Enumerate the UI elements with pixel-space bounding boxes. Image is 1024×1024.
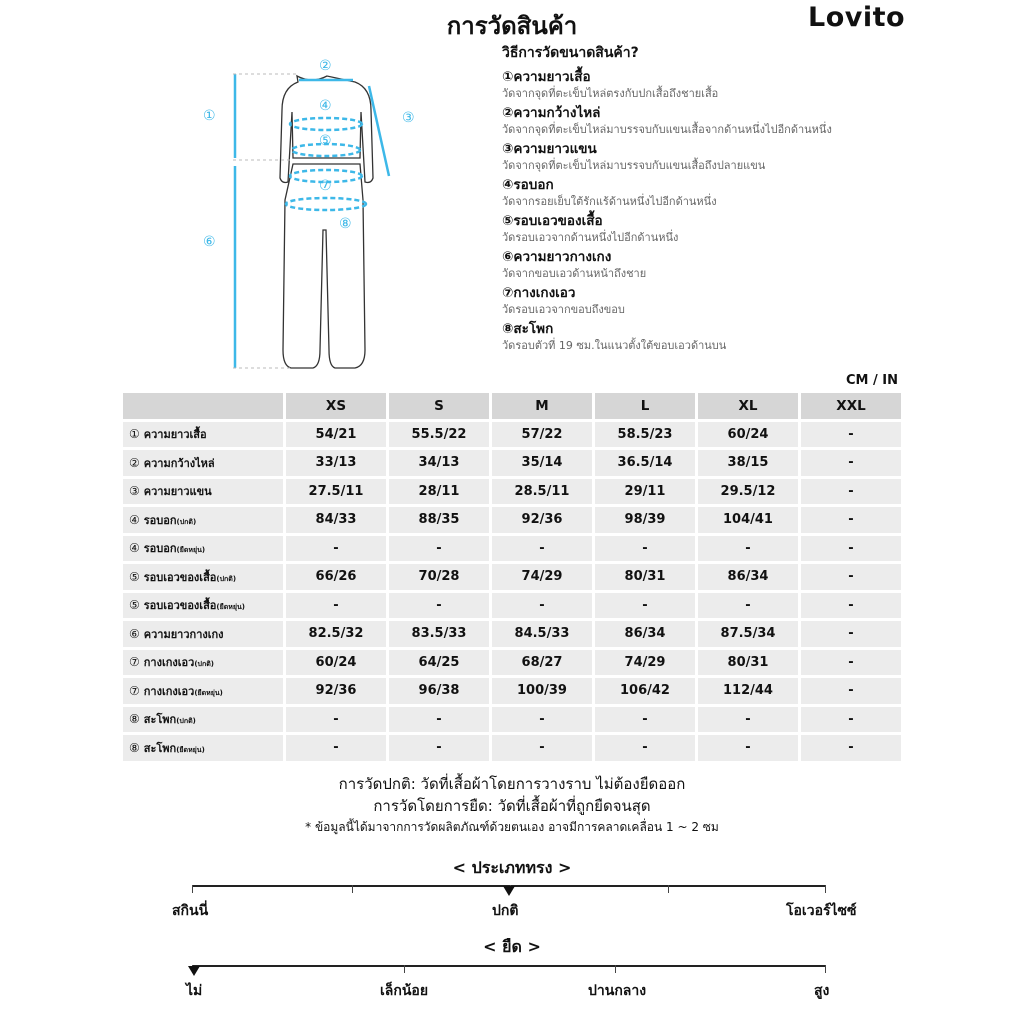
marker-1: ①: [203, 108, 216, 124]
table-cell: 86/34: [698, 564, 798, 590]
fit-label-oversize: โอเวอร์ไซซ์: [786, 903, 857, 919]
table-cell: 29/11: [595, 479, 695, 505]
table-cell: 82.5/32: [286, 621, 386, 647]
row-label-text: ความยาวกางเกง: [143, 627, 224, 641]
row-number: ⑥: [129, 626, 140, 641]
fit-selected-marker: [503, 886, 515, 896]
table-row: [123, 450, 901, 476]
row-number: ⑤: [129, 598, 140, 613]
row-label: [123, 678, 283, 704]
row-number: ③: [129, 484, 140, 499]
fit-label-skinny: สกินนี่: [172, 903, 209, 919]
marker-7: ⑦: [319, 178, 332, 194]
pants-outline: [283, 164, 365, 368]
table-cell: -: [801, 422, 901, 448]
note-disclaimer: * ข้อมูลนี้ได้มาจากการวัดผลิตภัณฑ์ด้วยตนเอง อาจมีการคลาดเคลื่อน 1 ~ 2 ซม: [305, 820, 719, 834]
howto-item-desc: วัดจากรอยเย็บใต้รักแร้ด้านหนึ่งไปอีกด้านหนึ่ง: [502, 195, 717, 208]
table-cell: -: [492, 707, 592, 733]
table-cell: 66/26: [286, 564, 386, 590]
howto-item-desc: วัดรอบตัวที่ 19 ซม.ในแนวตั้งใต้ขอบเอวด้านบน: [502, 339, 727, 352]
table-cell: 92/36: [492, 507, 592, 533]
table-cell: 87.5/34: [698, 621, 798, 647]
stretch-scale-title: < ยืด >: [483, 937, 541, 956]
row-label-text: รอบอก: [143, 513, 177, 527]
howto-item-desc: วัดจากจุดที่ตะเข็บไหล่มาบรรจบกับแขนเสื้อถึงปลายแขน: [502, 159, 766, 172]
table-cell: 28/11: [389, 479, 489, 505]
row-label-sub: (ปกติ): [216, 574, 237, 583]
table-cell: 106/42: [595, 678, 695, 704]
size-header: M: [492, 393, 592, 419]
marker-4: ④: [319, 98, 332, 114]
row-label: [123, 450, 283, 476]
howto-item-title: ②ความกว้างไหล่: [502, 105, 601, 121]
howto-item-title: ⑥ความยาวกางเกง: [502, 249, 612, 265]
table-cell: -: [595, 593, 695, 619]
page-title: การวัดสินค้า: [446, 12, 578, 40]
table-cell: 33/13: [286, 450, 386, 476]
howto-item: [502, 212, 922, 245]
howto-item: [502, 140, 922, 173]
table-cell: 84.5/33: [492, 621, 592, 647]
size-header: XS: [286, 393, 386, 419]
table-cell: 60/24: [698, 422, 798, 448]
row-label: [123, 593, 283, 619]
table-cell: -: [492, 593, 592, 619]
table-cell: -: [595, 735, 695, 761]
table-row: [123, 707, 901, 733]
table-cell: 55.5/22: [389, 422, 489, 448]
table-cell: 70/28: [389, 564, 489, 590]
stretch-label-medium: ปานกลาง: [588, 983, 647, 999]
marker-3: ③: [402, 110, 415, 126]
table-cell: 80/31: [595, 564, 695, 590]
row-label-sub: (ยืดหยุ่น): [216, 603, 245, 612]
howto-item-title: ①ความยาวเสื้อ: [502, 69, 591, 85]
table-cell: -: [801, 536, 901, 562]
row-number: ④: [129, 541, 140, 556]
table-row: [123, 650, 901, 676]
table-cell: 104/41: [698, 507, 798, 533]
table-cell: 68/27: [492, 650, 592, 676]
table-cell: -: [801, 650, 901, 676]
table-cell: 38/15: [698, 450, 798, 476]
row-label: [123, 621, 283, 647]
howto-item-desc: วัดรอบเอวจากขอบถึงขอบ: [502, 303, 625, 316]
table-row: [123, 479, 901, 505]
size-table: [120, 390, 904, 764]
table-cell: -: [389, 735, 489, 761]
row-number: ⑦: [129, 655, 140, 670]
row-label-text: ความยาวเสื้อ: [143, 428, 207, 442]
row-label-text: ความยาวแขน: [143, 485, 212, 499]
table-cell: -: [698, 536, 798, 562]
row-label: [123, 479, 283, 505]
howto-item-desc: วัดจากจุดที่ตะเข็บไหล่มาบรรจบกับแขนเสื้อจากด้านหนึ่งไปอีกด้านหนึ่ง: [502, 123, 832, 136]
row-number: ④: [129, 512, 140, 527]
row-label-text: ความกว้างไหล่: [143, 456, 215, 470]
table-row: [123, 536, 901, 562]
row-number: ⑧: [129, 712, 140, 727]
table-cell: 96/38: [389, 678, 489, 704]
table-cell: -: [801, 678, 901, 704]
table-cell: -: [286, 707, 386, 733]
howto-item: [502, 68, 922, 101]
note-normal: การวัดปกติ: วัดที่เสื้อผ้าโดยการวางราบ ไม่ต้องยืดออก: [338, 775, 686, 793]
how-to-question: วิธีการวัดขนาดสินค้า?: [502, 45, 639, 61]
table-row: [123, 507, 901, 533]
row-label-sub: (ปกติ): [176, 717, 196, 726]
row-label-text: กางเกงเอว: [143, 684, 195, 698]
unit-label: CM / IN: [846, 373, 898, 388]
marker-5: ⑤: [319, 133, 332, 149]
table-cell: -: [389, 536, 489, 562]
table-cell: -: [801, 735, 901, 761]
bust-ellipse: [290, 118, 362, 130]
row-label-sub: (ปกติ): [176, 517, 197, 526]
table-cell: -: [389, 707, 489, 733]
garment-figure: [195, 50, 430, 380]
row-number: ⑤: [129, 569, 140, 584]
note-stretch: การวัดโดยการยืด: วัดที่เสื้อผ้าที่ถูกยืดจนสุด: [373, 797, 651, 815]
table-cell: -: [286, 735, 386, 761]
how-to-measure: [502, 42, 922, 356]
table-cell: -: [492, 735, 592, 761]
size-header: S: [389, 393, 489, 419]
table-cell: -: [595, 536, 695, 562]
table-cell: 86/34: [595, 621, 695, 647]
table-cell: -: [595, 707, 695, 733]
table-cell: 74/29: [492, 564, 592, 590]
table-cell: -: [492, 536, 592, 562]
row-number: ①: [129, 427, 140, 442]
row-label-text: รอบอก: [143, 542, 177, 556]
table-row: [123, 422, 901, 448]
brand-logo: Lovito: [808, 2, 906, 33]
howto-item-desc: วัดจากขอบเอวด้านหน้าถึงชาย: [502, 267, 647, 280]
row-label-sub: (ยืดหยุ่น): [194, 688, 223, 697]
table-cell: 29.5/12: [698, 479, 798, 505]
row-number: ②: [129, 455, 140, 470]
row-label: [123, 536, 283, 562]
marker-6: ⑥: [203, 234, 216, 250]
stretch-label-slight: เล็กน้อย: [380, 983, 429, 999]
table-cell: -: [698, 593, 798, 619]
howto-item-title: ③ความยาวแขน: [502, 141, 597, 157]
marker-2: ②: [319, 58, 332, 74]
table-cell: -: [698, 735, 798, 761]
table-cell: 80/31: [698, 650, 798, 676]
howto-item: [502, 104, 922, 137]
row-label-sub: (ปกติ): [194, 660, 214, 669]
hip-ellipse: [286, 198, 366, 210]
row-label-text: รอบเอวของเสื้อ: [143, 599, 217, 613]
table-cell: -: [801, 593, 901, 619]
table-row: [123, 593, 901, 619]
row-label: [123, 650, 283, 676]
table-cell: 60/24: [286, 650, 386, 676]
table-row: [123, 564, 901, 590]
howto-item: [502, 320, 922, 353]
howto-item: [502, 176, 922, 209]
table-cell: 64/25: [389, 650, 489, 676]
marker-8: ⑧: [339, 216, 352, 232]
size-header: XL: [698, 393, 798, 419]
row-label-text: รอบเอวของเสื้อ: [143, 570, 217, 584]
table-cell: -: [801, 564, 901, 590]
stretch-label-none: ไม่: [186, 983, 203, 999]
table-cell: 92/36: [286, 678, 386, 704]
table-cell: 100/39: [492, 678, 592, 704]
table-cell: 28.5/11: [492, 479, 592, 505]
stretch-selected-marker: [188, 966, 200, 976]
table-cell: 27.5/11: [286, 479, 386, 505]
table-cell: 54/21: [286, 422, 386, 448]
howto-item-desc: วัดรอบเอวจากด้านหนึ่งไปอีกด้านหนึ่ง: [502, 231, 679, 244]
row-number: ⑧: [129, 740, 140, 755]
fit-scale-title: < ประเภททรง >: [452, 858, 572, 877]
table-cell: 112/44: [698, 678, 798, 704]
table-cell: 98/39: [595, 507, 695, 533]
howto-item-title: ⑧สะโพก: [502, 321, 554, 337]
table-cell: 57/22: [492, 422, 592, 448]
row-label: [123, 707, 283, 733]
row-label-sub: (ยืดหยุ่น): [176, 745, 205, 754]
row-label-text: กางเกงเอว: [143, 656, 195, 670]
table-cell: 83.5/33: [389, 621, 489, 647]
table-cell: 34/13: [389, 450, 489, 476]
row-label: [123, 422, 283, 448]
table-corner: [123, 393, 283, 419]
row-number: ⑦: [129, 683, 140, 698]
table-cell: 84/33: [286, 507, 386, 533]
row-label: [123, 564, 283, 590]
howto-item: [502, 248, 922, 281]
table-cell: -: [801, 507, 901, 533]
howto-item-title: ⑤รอบเอวของเสื้อ: [502, 213, 603, 229]
table-cell: 36.5/14: [595, 450, 695, 476]
table-cell: 74/29: [595, 650, 695, 676]
table-cell: -: [801, 479, 901, 505]
stretch-scale-bar: [192, 965, 826, 967]
howto-item-title: ④รอบอก: [502, 177, 554, 193]
table-row: [123, 678, 901, 704]
table-cell: -: [286, 536, 386, 562]
fit-label-regular: ปกติ: [492, 903, 519, 919]
row-label-sub: (ยืดหยุ่น): [176, 546, 206, 555]
size-header: L: [595, 393, 695, 419]
row-label: [123, 735, 283, 761]
size-header: XXL: [801, 393, 901, 419]
table-cell: -: [389, 593, 489, 619]
stretch-label-high: สูง: [814, 983, 830, 999]
table-cell: -: [698, 707, 798, 733]
howto-item: [502, 284, 922, 317]
table-row: [123, 621, 901, 647]
row-label-text: สะโพก: [143, 713, 177, 727]
table-cell: 35/14: [492, 450, 592, 476]
howto-item-title: ⑦กางเกงเอว: [502, 285, 576, 301]
table-cell: -: [801, 450, 901, 476]
table-cell: -: [801, 707, 901, 733]
row-label-text: สะโพก: [143, 741, 177, 755]
howto-item-desc: วัดจากจุดที่ตะเข็บไหล่ตรงกับปกเสื้อถึงชายเสื้อ: [502, 87, 719, 100]
table-cell: -: [801, 621, 901, 647]
table-cell: -: [286, 593, 386, 619]
table-row: [123, 735, 901, 761]
table-cell: 88/35: [389, 507, 489, 533]
row-label: [123, 507, 283, 533]
table-cell: 58.5/23: [595, 422, 695, 448]
